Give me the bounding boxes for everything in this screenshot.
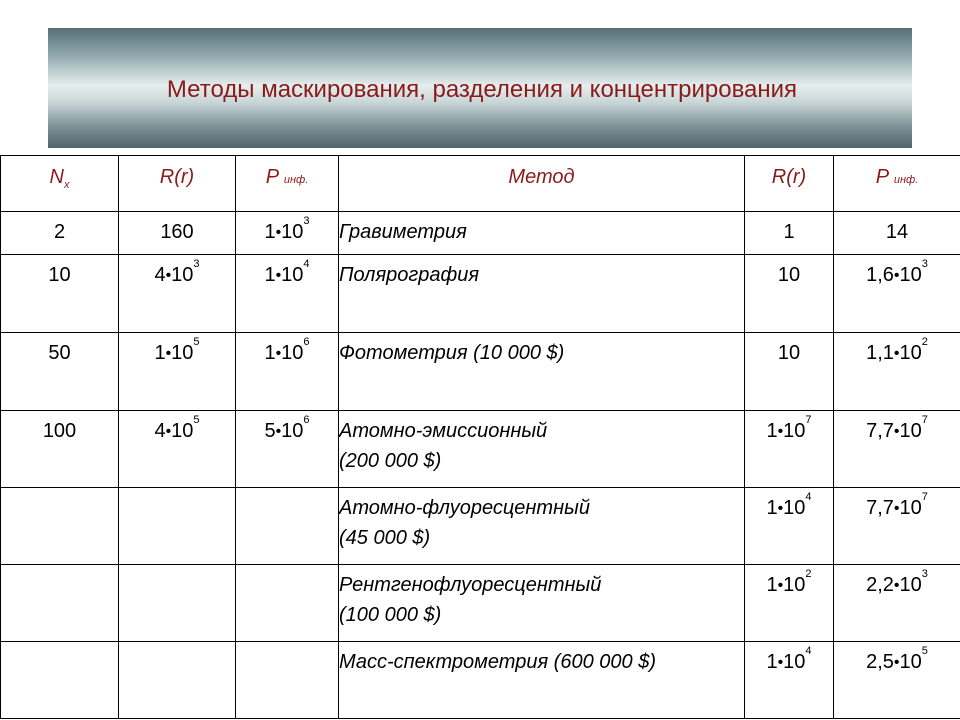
method-line: (100 000 $) [339, 604, 442, 626]
base: 10 [281, 221, 304, 243]
mantissa: 1 [264, 264, 276, 286]
mantissa: 7,7 [866, 420, 894, 442]
cell-p-left [236, 642, 339, 719]
exponent: 6 [303, 336, 310, 348]
cell-method [339, 411, 745, 488]
cell-value: 1 [783, 221, 795, 243]
exponent: 2 [921, 336, 928, 348]
table-header-row [1, 156, 960, 212]
bullet: • [893, 500, 900, 517]
cell-p-right [834, 411, 960, 488]
exponent: 3 [921, 258, 928, 270]
mantissa: 1 [766, 574, 778, 596]
cell-nx [1, 411, 119, 488]
mantissa: 1 [766, 651, 778, 673]
method-line: (200 000 $) [339, 450, 442, 472]
cell-r-left [119, 411, 236, 488]
cell-value: 10 [777, 342, 801, 364]
cell-r-left [119, 488, 236, 565]
header-method: Метод [339, 156, 745, 212]
cell-r-right [745, 411, 834, 488]
table-row [1, 642, 960, 719]
cell-method [339, 255, 745, 333]
cell-nx [1, 642, 119, 719]
bullet: • [893, 267, 900, 284]
cell-p-right [834, 642, 960, 719]
cell-p-left [236, 488, 339, 565]
cell-r-left [119, 212, 236, 255]
base: 10 [281, 342, 304, 364]
method-line: Атомно-эмиссионный [339, 420, 548, 442]
cell-value: 10 [48, 264, 71, 286]
method-line: Атомно-флуоресцентный [339, 497, 590, 519]
cell-value: 100 [42, 420, 77, 442]
cell-value: 2 [53, 221, 66, 243]
mantissa: 5 [264, 420, 276, 442]
cell-p-left [236, 333, 339, 411]
methods-table [0, 155, 960, 719]
cell-r-right [745, 642, 834, 719]
exponent: 3 [193, 258, 200, 270]
bullet: • [275, 267, 282, 284]
bullet: • [777, 500, 784, 517]
table-row [1, 255, 960, 333]
cell-p-right [834, 212, 960, 255]
cell-p-right [834, 488, 960, 565]
bullet: • [165, 423, 172, 440]
base: 10 [899, 264, 922, 286]
mantissa: 7,7 [866, 497, 894, 519]
bullet: • [777, 577, 784, 594]
exponent: 4 [805, 645, 812, 657]
cell-p-left [236, 255, 339, 333]
base: 10 [783, 497, 806, 519]
cell-nx [1, 333, 119, 411]
cell-value: 10 [777, 264, 801, 286]
mantissa: 1 [264, 221, 276, 243]
cell-method [339, 212, 745, 255]
cell-value: 50 [48, 342, 71, 364]
cell-p-right [834, 565, 960, 642]
method-line: (45 000 $) [339, 527, 431, 549]
mantissa: 1 [766, 497, 778, 519]
exponent: 3 [303, 215, 310, 227]
cell-nx [1, 565, 119, 642]
method-line: Полярография [339, 264, 480, 286]
cell-r-right [745, 565, 834, 642]
exponent: 3 [921, 568, 928, 580]
cell-r-right [745, 255, 834, 333]
exponent: 7 [805, 414, 812, 426]
cell-method [339, 488, 745, 565]
header-r-left: R(r) [119, 156, 236, 212]
header-p-right: P инф. [834, 156, 960, 212]
cell-method [339, 642, 745, 719]
cell-nx [1, 488, 119, 565]
bullet: • [777, 423, 784, 440]
mantissa: 1 [766, 420, 778, 442]
cell-r-right [745, 333, 834, 411]
table-row [1, 333, 960, 411]
table-row [1, 212, 960, 255]
exponent: 2 [805, 568, 812, 580]
mantissa: 2,5 [866, 651, 894, 673]
base: 10 [899, 420, 922, 442]
bullet: • [275, 345, 282, 362]
bullet: • [165, 345, 172, 362]
cell-p-right [834, 333, 960, 411]
method-line: Гравиметрия [339, 221, 467, 243]
method-line: Фотометрия (10 000 $) [339, 342, 565, 364]
cell-value: 14 [885, 221, 909, 243]
page-title: Методы маскирования, разделения и концентрирования [166, 76, 798, 103]
cell-method [339, 565, 745, 642]
base: 10 [783, 420, 806, 442]
base: 10 [783, 574, 806, 596]
cell-p-left [236, 411, 339, 488]
mantissa: 1,1 [866, 342, 894, 364]
table-row [1, 488, 960, 565]
method-line: Рентгенофлуоресцентный [339, 574, 602, 596]
exponent: 7 [921, 491, 928, 503]
exponent: 5 [193, 414, 200, 426]
cell-p-left [236, 212, 339, 255]
cell-r-right [745, 212, 834, 255]
bullet: • [275, 423, 282, 440]
title-banner [48, 28, 912, 148]
cell-value: 160 [160, 221, 194, 243]
mantissa: 4 [154, 264, 166, 286]
table-row [1, 565, 960, 642]
exponent: 6 [303, 414, 310, 426]
header-r-right: R(r) [745, 156, 834, 212]
cell-nx [1, 255, 119, 333]
base: 10 [783, 651, 806, 673]
exponent: 4 [805, 491, 812, 503]
bullet: • [893, 423, 900, 440]
cell-r-left [119, 255, 236, 333]
base: 10 [899, 574, 922, 596]
base: 10 [171, 420, 194, 442]
bullet: • [165, 267, 172, 284]
cell-p-right [834, 255, 960, 333]
base: 10 [899, 497, 922, 519]
header-p-left: P инф. [236, 156, 339, 212]
base: 10 [281, 264, 304, 286]
bullet: • [893, 654, 900, 671]
cell-method [339, 333, 745, 411]
mantissa: 1 [264, 342, 276, 364]
bullet: • [893, 577, 900, 594]
cell-nx [1, 212, 119, 255]
base: 10 [171, 264, 194, 286]
exponent: 5 [193, 336, 200, 348]
table-row [1, 411, 960, 488]
mantissa: 1,6 [866, 264, 894, 286]
cell-r-left [119, 333, 236, 411]
bullet: • [893, 345, 900, 362]
exponent: 4 [303, 258, 310, 270]
exponent: 7 [921, 414, 928, 426]
method-line: Масс-спектрометрия (600 000 $) [339, 651, 656, 673]
cell-r-left [119, 565, 236, 642]
base: 10 [171, 342, 194, 364]
header-nx: $N_x$ [1, 156, 119, 212]
base: 10 [281, 420, 304, 442]
cell-r-left [119, 642, 236, 719]
mantissa: 2,2 [866, 574, 894, 596]
mantissa: 1 [154, 342, 166, 364]
exponent: 5 [921, 645, 928, 657]
cell-p-left [236, 565, 339, 642]
base: 10 [899, 651, 922, 673]
base: 10 [899, 342, 922, 364]
mantissa: 4 [154, 420, 166, 442]
bullet: • [777, 654, 784, 671]
bullet: • [275, 224, 282, 241]
cell-r-right [745, 488, 834, 565]
